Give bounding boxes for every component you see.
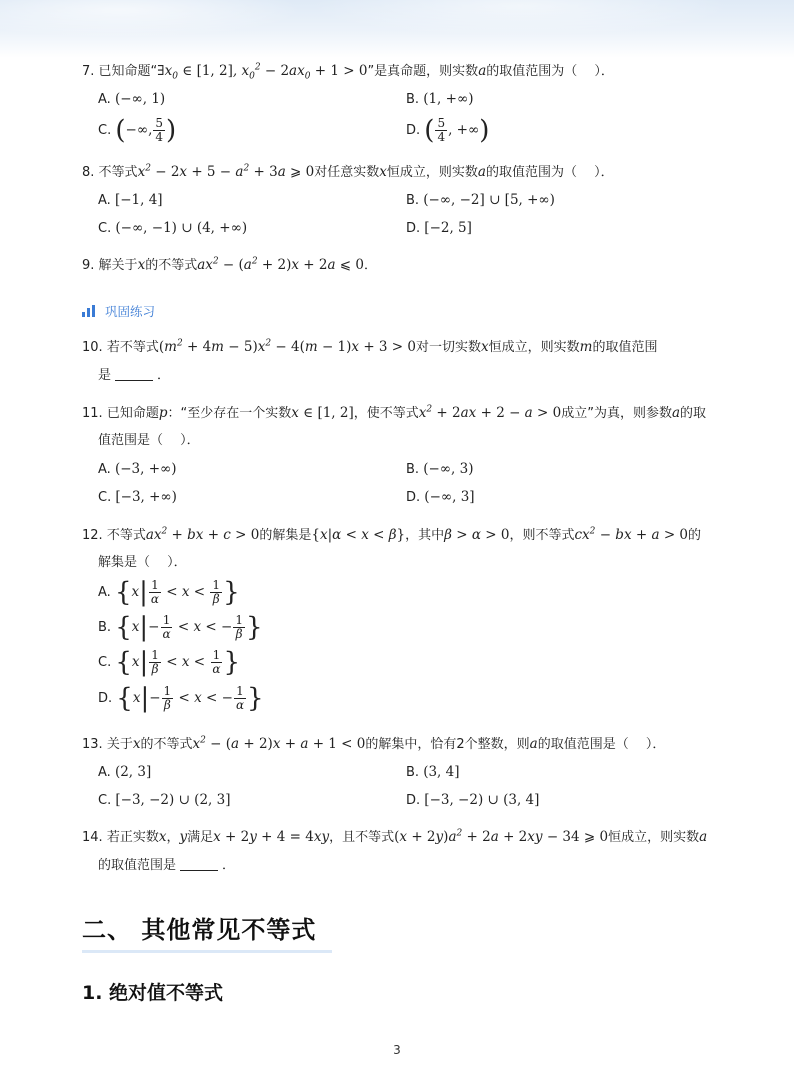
math-expression: x ∈ [1, 2] [291,405,354,421]
question-text: 的取值范围 [592,340,658,355]
question-text: ，且不等式 [329,830,395,845]
math-expression: (−3, +∞) [114,461,177,477]
math-expression: (1, +∞) [423,91,474,107]
math-expression: {x| $\frac{1}{\beta}$ < x < $\frac{1}{\alpha}$ } [115,647,241,678]
option-a[interactable] [98,460,177,479]
question-text: 满足 [187,830,214,845]
math-expression: x + 2y + 4 = 4xy [213,829,330,845]
question-text: 是 [98,368,112,383]
section-underline [82,950,332,953]
option-label: B. [406,193,420,208]
math-expression: (−∞, 1) [114,91,166,107]
option-label: A. [98,92,111,107]
option-a[interactable] [98,763,151,782]
question-text: 对一切实数 [416,340,482,355]
math-var: x [132,736,141,752]
math-var: x [137,257,146,273]
option-label: D. [406,490,421,505]
option-b[interactable] [406,763,460,782]
math-var: a [477,164,486,180]
math-expression: [−1, 4] [114,192,163,208]
math-expression: [−2, 5] [424,220,472,236]
option-label: C. [98,221,112,236]
question-text: 若不等式 [106,340,159,355]
math-expression: (−∞, 3] [424,489,475,505]
question-13-stem [82,735,665,754]
question-text: 恒成立，则实数 [608,830,700,845]
math-var: p [158,405,168,421]
question-text: 的取值范围是 [98,858,177,873]
question-text: ：“至少存在一个实数 [167,406,292,421]
option-b[interactable] [406,191,555,210]
question-number: 12. [82,528,103,543]
option-c[interactable] [98,116,176,145]
question-12-stem [82,526,701,545]
option-label: D. [406,123,421,138]
question-text: 关于 [106,737,133,752]
math-expression: (−∞, $\frac{5}{4}$ ) [115,115,177,146]
question-14-stem-cont [98,857,235,875]
question-text: 若正实数 [106,830,159,845]
option-label: D. [98,691,113,706]
question-9-stem [82,256,377,275]
math-var: a [529,736,538,752]
math-var: x [481,339,489,355]
option-b[interactable] [406,460,473,479]
question-number: 13. [82,737,103,752]
question-text: ． [364,258,378,273]
option-d[interactable] [406,488,475,507]
math-var: y [179,829,188,845]
question-text: ，则不等式 [509,528,575,543]
option-a[interactable] [98,576,240,609]
math-expression: $cx^2$ − bx + a > 0 [574,526,689,543]
math-expression: {x| $\frac{1}{\alpha}$ < x < $\frac{1}{\beta}$ } [114,577,240,608]
question-14-stem [82,828,707,847]
math-var: m [579,339,593,355]
option-label: C. [98,490,112,505]
math-expression: (−∞, −1) ∪ (4, +∞) [115,220,248,236]
math-expression: {x|− $\frac{1}{\alpha}$ < x < − $\frac{1}{\beta}$ } [115,612,263,643]
option-c[interactable] [98,646,240,679]
question-8-stem [82,163,614,182]
option-c[interactable] [98,488,177,507]
math-expression: ( $\frac{5}{4}$ , +∞) [424,115,490,146]
question-text: 的解集中，恰有2个整数，则 [365,737,530,752]
question-text: ，使不等式 [353,406,419,421]
option-c[interactable] [98,791,230,810]
question-text: 解集是（ ）． [98,555,187,570]
question-number: 11. [82,406,103,421]
question-number: 7. [82,64,95,79]
answer-blank[interactable] [115,380,153,381]
option-b[interactable] [98,611,263,644]
option-label: C. [98,655,112,670]
option-d[interactable] [406,116,489,145]
question-text: 的解集是 [259,528,312,543]
option-label: B. [406,462,420,477]
option-d[interactable] [406,219,472,238]
math-expression: (−∞, 3) [423,461,474,477]
math-expression: {x|α < x < β} [311,527,406,543]
option-label: A. [98,462,111,477]
question-number: 10. [82,340,103,355]
math-expression: $ax^2 - (a^2 + 2)x + 2a$ ⩽ 0 [197,256,364,273]
question-text: ， [166,830,180,845]
option-label: B. [98,620,112,635]
question-text: 的 [688,528,702,543]
practice-section-header [82,302,155,320]
option-d[interactable] [98,682,264,715]
page-number: 3 [393,1043,401,1057]
option-a[interactable] [98,90,165,109]
question-text: 的取 [680,406,707,421]
math-expression: $(m^2 + 4m - 5)x^2 - 4(m - 1)x + 3 > 0$ [158,338,417,355]
practice-title: 巩固练习 [105,304,156,319]
option-label: B. [406,92,420,107]
header-wave-decoration [0,0,794,58]
math-var: x [379,164,387,180]
option-label: C. [98,123,112,138]
section-heading: 二、 其他常见不等式 [82,916,317,944]
question-text: 的不等式 [145,258,198,273]
question-11-stem [82,404,706,423]
question-text: 已知命题“ [98,64,158,79]
question-text: 的取值范围是（ ）． [537,737,666,752]
option-c[interactable] [98,219,247,238]
option-d[interactable] [406,791,539,810]
question-text: 成立”为真，则参数 [561,406,672,421]
option-label: C. [98,793,112,808]
answer-blank[interactable] [180,870,218,871]
question-text: 已知命题 [106,406,159,421]
question-number: 14. [82,830,103,845]
math-expression: [−3, −2) ∪ (3, 4] [424,792,540,808]
question-12-stem-cont [98,554,187,572]
math-expression: {x|− $\frac{1}{\beta}$ < x < − $\frac{1}{\alpha}$ } [116,683,264,714]
question-text: ，其中 [405,528,445,543]
math-expression: β > α > 0 [444,527,510,543]
question-text: 不等式 [106,528,146,543]
math-expression: $x^2 - 2x + 5 - a^2 + 3a$ ⩾ 0 [137,163,315,180]
subsection-heading: 1. 绝对值不等式 [82,982,224,1004]
question-text: 恒成立，则实数 [386,165,478,180]
question-number: 8. [82,165,95,180]
question-text: ． [222,858,236,873]
bar-chart-icon [82,305,95,317]
question-text: 的取值范围为（ ）． [486,64,614,79]
question-text: 的取值范围为（ ）． [485,165,614,180]
math-expression: $\exists x_0$ ∈ [1, 2], $x_0^2 - 2ax_0 + 1 > 0$ [157,62,368,82]
option-label: A. [98,193,111,208]
option-label: A. [98,765,111,780]
question-number: 9. [82,258,95,273]
math-expression: $x^2 + 2ax + 2 - a > 0$ [418,404,562,421]
question-text: 值范围是（ ）． [98,433,200,448]
math-expression: [−3, +∞) [115,489,177,505]
question-text: 不等式 [98,165,138,180]
math-var: a [699,829,708,845]
option-label: A. [98,585,111,600]
math-var: x [158,829,167,845]
math-expression: $(x + 2y)a^2 + 2a + 2xy - 34$ ⩾ 0 [394,828,609,845]
math-var: a [671,405,681,421]
question-7-stem [82,62,614,81]
math-expression: [−3, −2) ∪ (2, 3] [115,792,231,808]
question-text: 恒成立，则实数 [488,340,580,355]
header-band [0,0,794,58]
option-b[interactable] [406,90,473,109]
question-10-stem [82,338,658,357]
math-expression: $ax^2$ + bx + c > 0 [145,526,260,543]
question-text: 解关于 [98,258,138,273]
question-text: 的不等式 [140,737,193,752]
question-text: 对任意实数 [314,165,380,180]
option-label: B. [406,765,420,780]
math-var: a [478,63,487,79]
option-label: D. [406,793,421,808]
question-text: ”是真命题，则实数 [367,64,479,79]
math-expression: $x^2 - (a + 2)x + a + 1 < 0$ [192,735,366,752]
math-expression: (3, 4] [423,764,460,780]
question-10-stem-cont [98,367,170,385]
option-a[interactable] [98,191,163,210]
math-expression: (−∞, −2] ∪ [5, +∞) [423,192,555,208]
math-expression: (2, 3] [114,764,152,780]
question-11-stem-cont [98,432,200,450]
question-text: ． [157,368,171,383]
option-label: D. [406,221,421,236]
